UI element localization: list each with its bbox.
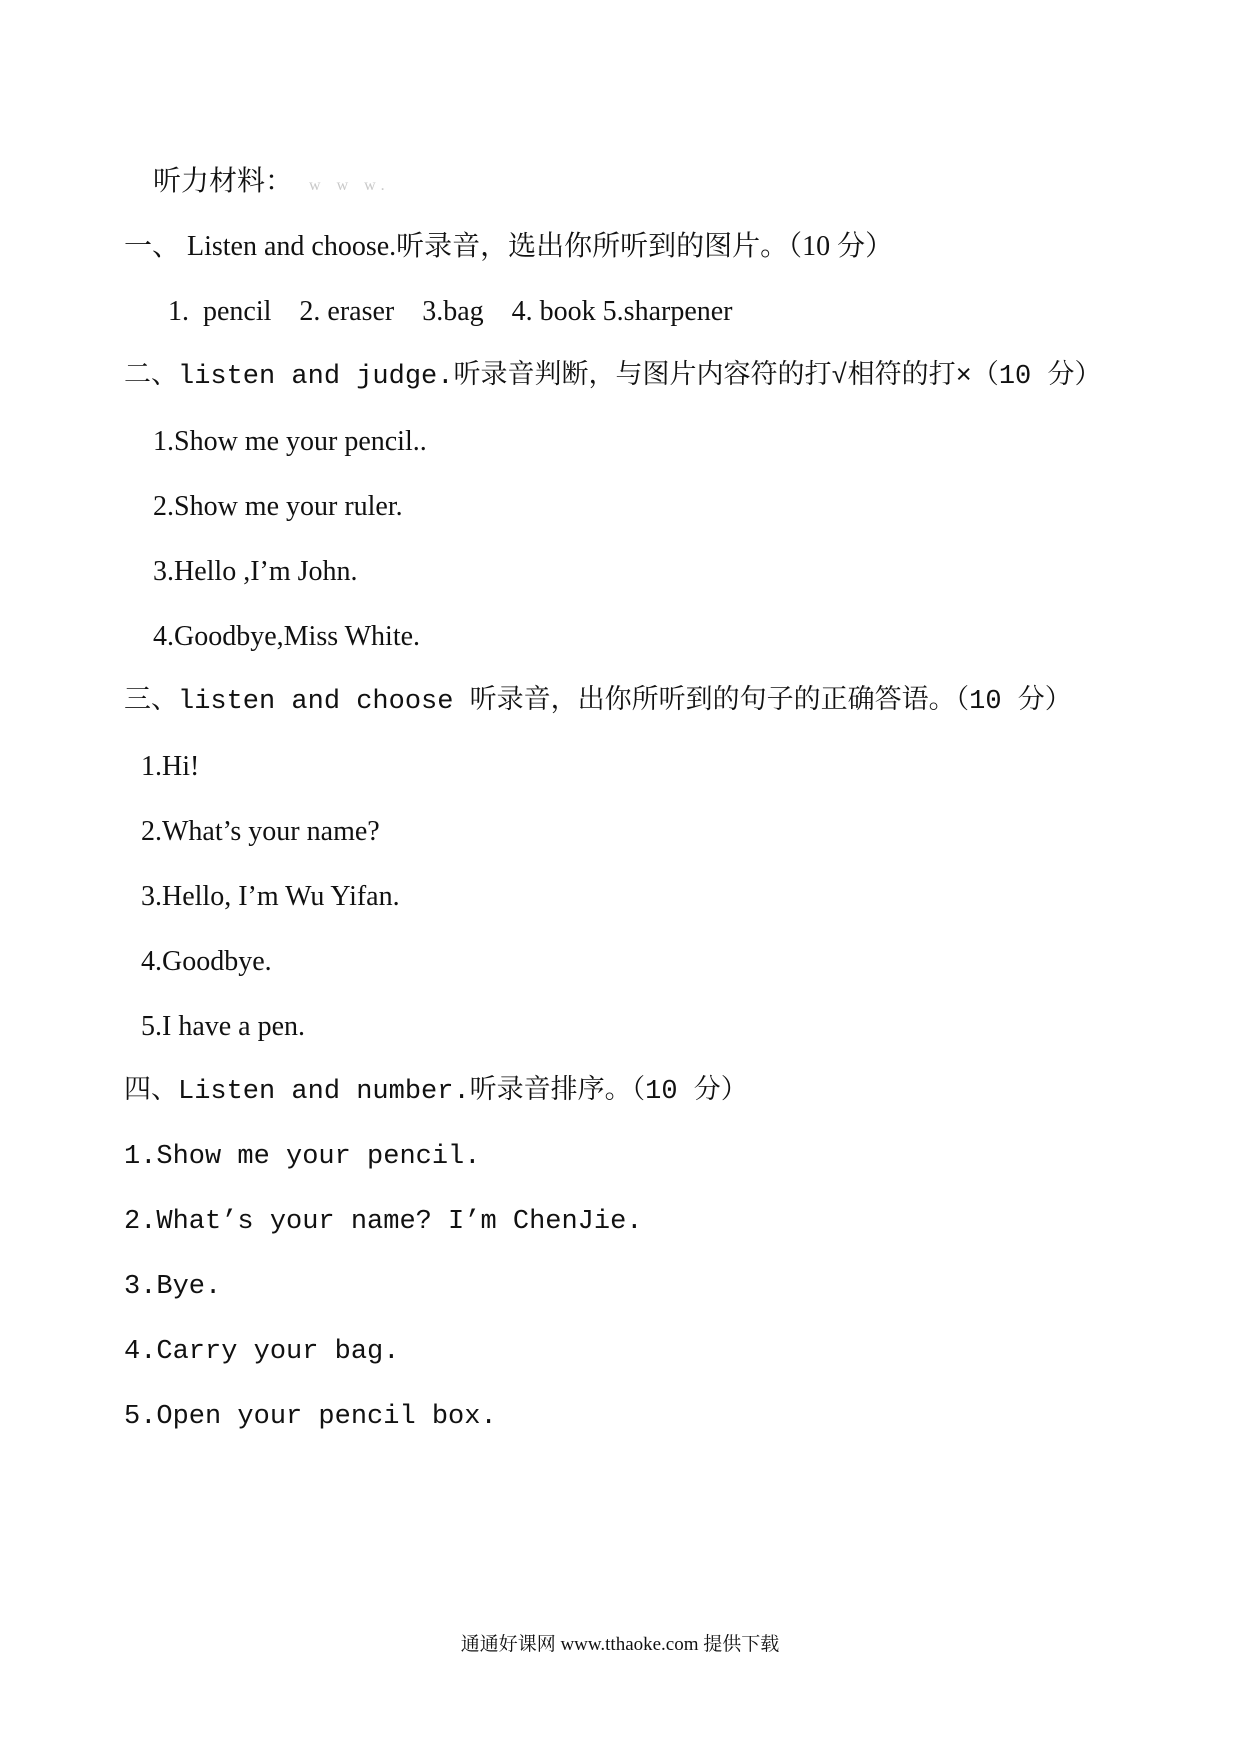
section-3-item: 5.I have a pen. [141, 1011, 306, 1042]
section-4-item: 1.Show me your pencil. [124, 1142, 481, 1172]
section-3-item: 4.Goodbye. [141, 946, 272, 977]
section-4-item: 4.Carry your bag. [124, 1337, 400, 1367]
section-2-item: 2.Show me your ruler. [153, 491, 403, 522]
section-2-item: 3.Hello ,I’m John. [153, 556, 358, 587]
section-4-item: 5.Open your pencil box. [124, 1402, 497, 1432]
section-1-title: 一、 Listen and choose.听录音，选出你所听到的图片。（10 分） [124, 231, 894, 262]
section-1-items: 1. pencil 2. eraser 3.bag 4. book 5.sharpener [168, 296, 733, 327]
page-footer: 通通好课网 www.tthaoke.com 提供下载 [460, 1634, 780, 1655]
faint-watermark: w w w. [309, 177, 391, 194]
section-3-item: 1.Hi! [141, 751, 200, 782]
section-4-item: 2.What’s your name? I’m ChenJie. [124, 1207, 643, 1237]
section-3-item: 3.Hello, I’m Wu Yifan. [141, 881, 400, 912]
section-4-item: 3.Bye. [124, 1272, 222, 1302]
section-4-title: 四、Listen and number.听录音排序。（10 分） [124, 1077, 748, 1107]
heading-title: 听力材料： [153, 166, 294, 197]
section-2-item: 4.Goodbye,Miss White. [153, 621, 421, 652]
section-2-item: 1.Show me your pencil.. [153, 426, 427, 457]
document-heading [153, 164, 391, 204]
section-3-item: 2.What’s your name? [141, 816, 380, 847]
section-3-title: 三、listen and choose 听录音，出你所听到的句子的正确答语。（10 分） [124, 687, 1072, 717]
section-2-title: 二、listen and judge.听录音判断，与图片内容符的打√相符的打×（10 分） [124, 362, 1102, 392]
